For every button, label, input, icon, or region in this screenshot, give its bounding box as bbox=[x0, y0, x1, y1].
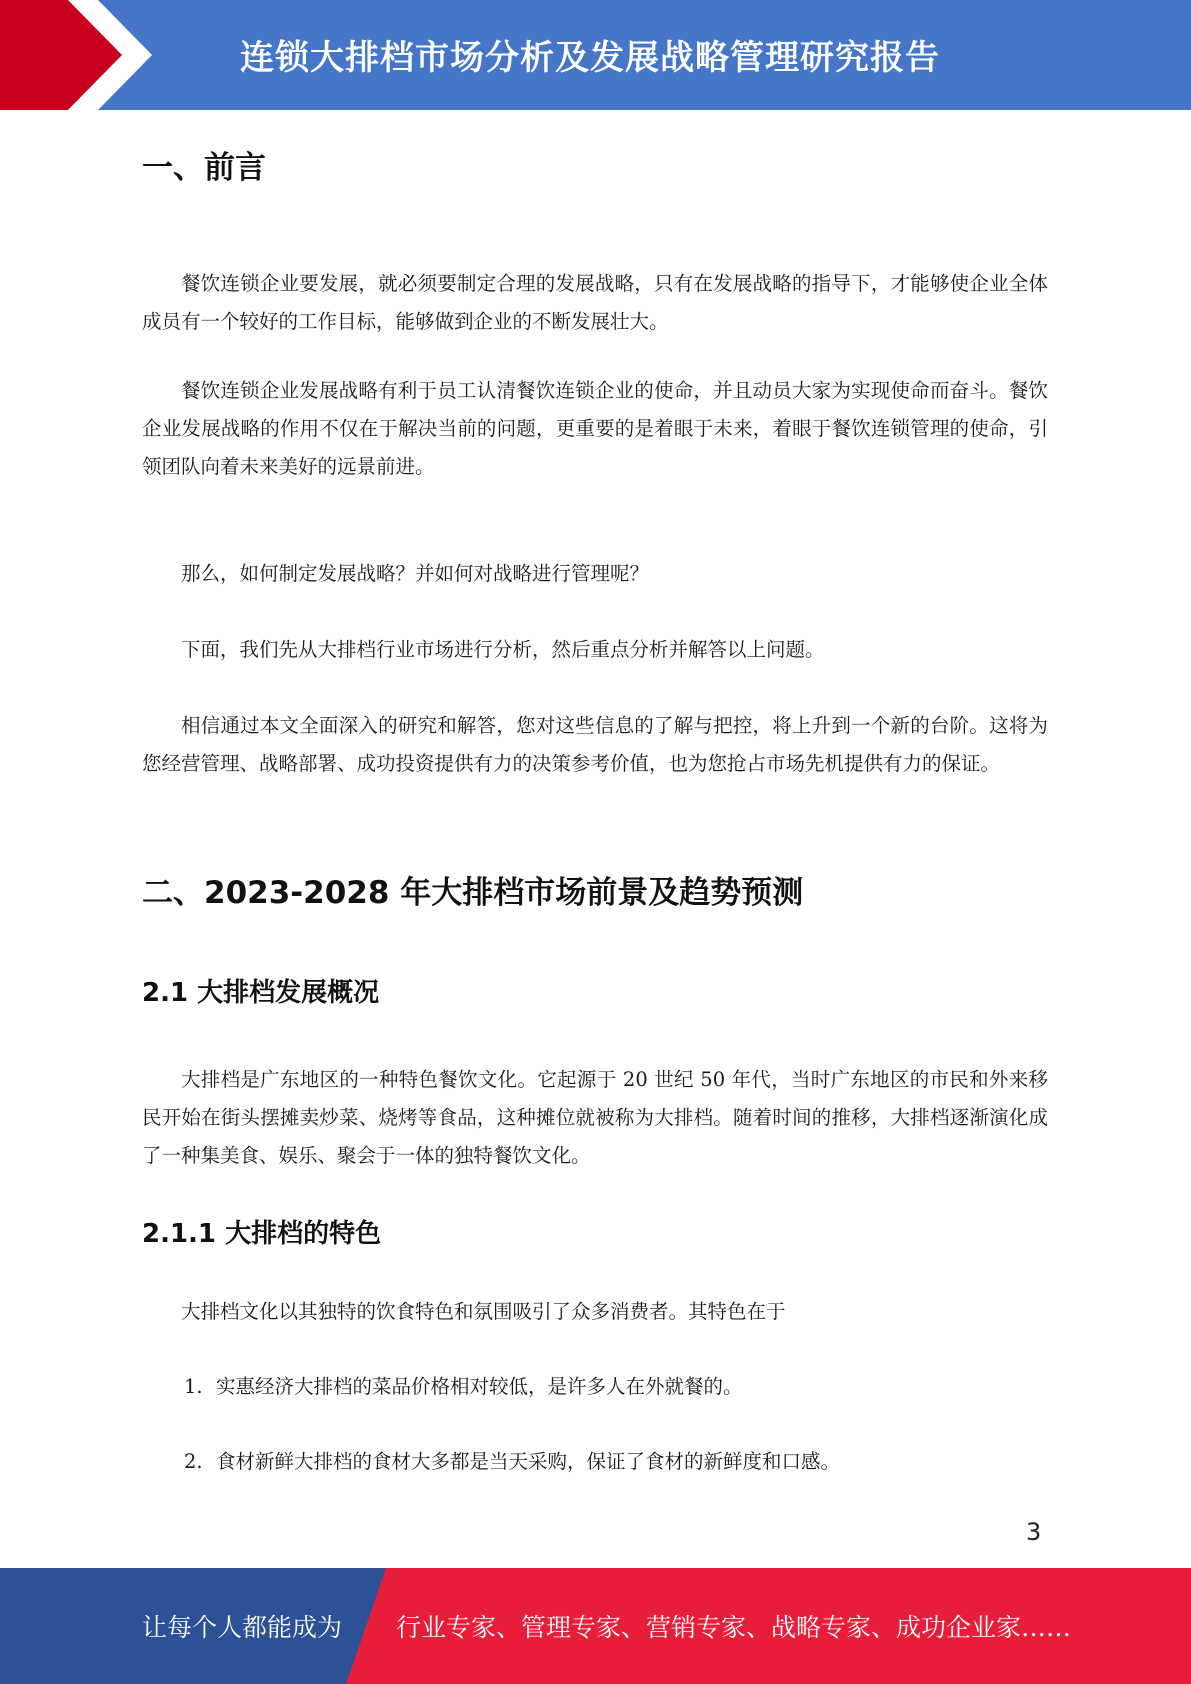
report-title: 连锁大排档市场分析及发展战略管理研究报告 bbox=[240, 38, 940, 78]
paragraph: 下面，我们先从大排档行业市场进行分析，然后重点分析并解答以上问题。 bbox=[181, 638, 825, 661]
header-band bbox=[0, 0, 1191, 110]
subsection-heading-overview: 2.1 大排档发展概况 bbox=[142, 978, 380, 1008]
subsection-heading-features: 2.1.1 大排档的特色 bbox=[142, 1219, 382, 1249]
list-item bbox=[184, 1368, 1048, 1406]
list-item-text: 食材新鲜大排档的食材大多都是当天采购，保证了食材的新鲜度和口感。 bbox=[216, 1450, 841, 1473]
list-item-number: 1. bbox=[184, 1375, 203, 1398]
page-number: 3 bbox=[1026, 1518, 1042, 1546]
footer-slogan-left: 让每个人都能成为 bbox=[142, 1613, 343, 1642]
paragraph: 餐饮连锁企业发展战略有利于员工认清餐饮连锁企业的使命，并且动员大家为实现使命而奋斗。餐饮企业发展战略的作用不仅在于解决当前的问题，更重要的是着眼于未来，着眼于餐饮连锁管理的使命，引领团队向着未来美好的远景前进。 bbox=[142, 379, 1048, 478]
list-item-text: 实惠经济大排档的菜品价格相对较低，是许多人在外就餐的。 bbox=[216, 1375, 743, 1398]
paragraph: 餐饮连锁企业要发展，就必须要制定合理的发展战略，只有在发展战略的指导下，才能够使企业全体成员有一个较好的工作目标，能够做到企业的不断发展壮大。 bbox=[142, 272, 1048, 333]
paragraph: 大排档文化以其独特的饮食特色和氛围吸引了众多消费者。其特色在于 bbox=[181, 1300, 786, 1323]
footer-slogan-right: 行业专家、管理专家、营销专家、战略专家、成功企业家…… bbox=[396, 1613, 1072, 1642]
section-heading-preface: 一、前言 bbox=[142, 150, 266, 186]
list-item-number: 2. bbox=[184, 1450, 203, 1473]
paragraph: 那么，如何制定发展战略？并如何对战略进行管理呢？ bbox=[181, 562, 650, 585]
paragraph: 相信通过本文全面深入的研究和解答，您对这些信息的了解与把控，将上升到一个新的台阶。这将为您经营管理、战略部署、成功投资提供有力的决策参考价值，也为您抢占市场先机提供有力的保证。 bbox=[142, 714, 1048, 775]
paragraph: 大排档是广东地区的一种特色餐饮文化。它起源于 20 世纪 50 年代，当时广东地区的市民和外来移民开始在街头摆摊卖炒菜、烧烤等食品，这种摊位就被称为大排档。随着时间的推移，大排档逐渐演化成了一种集美食、娱乐、聚会于一体的独特餐饮文化。 bbox=[142, 1068, 1048, 1167]
list-item bbox=[184, 1443, 1048, 1481]
header-arrow-decoration bbox=[0, 0, 170, 110]
footer-band bbox=[0, 1568, 1191, 1684]
section-heading-forecast: 二、2023-2028 年大排档市场前景及趋势预测 bbox=[142, 875, 804, 911]
